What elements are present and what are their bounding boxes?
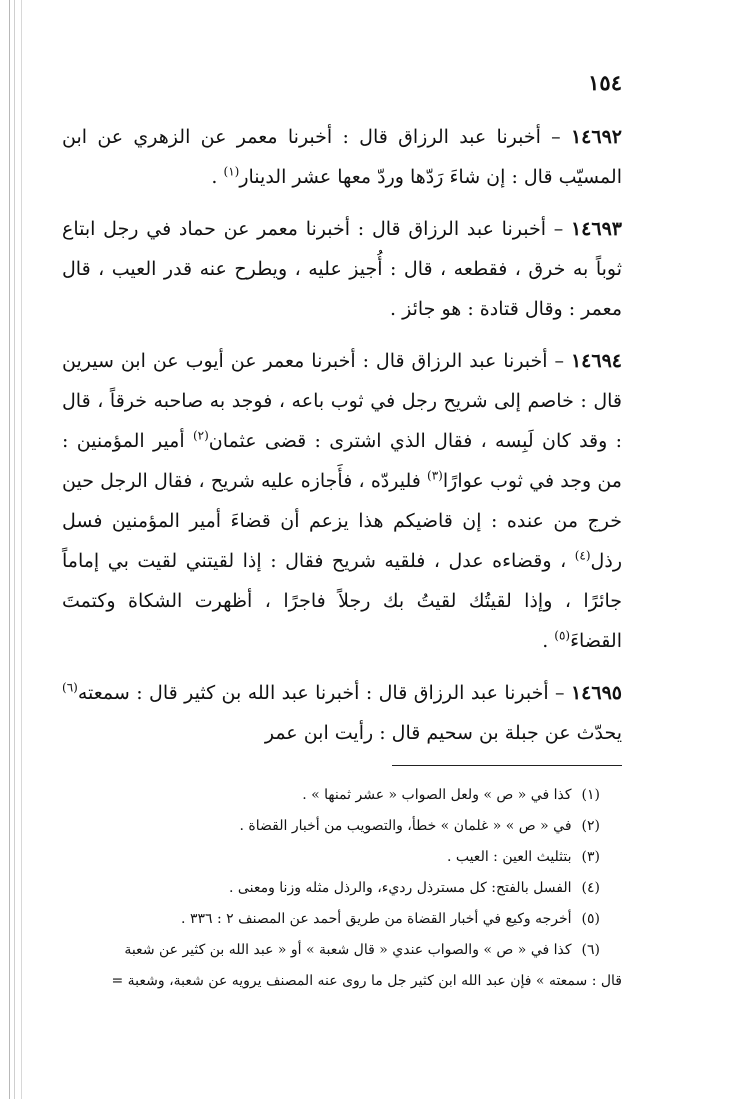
binding-gutter-line [14,0,15,1099]
hadith-text-tail: . [211,166,224,188]
hadith-number: ١٤٦٩٢ [570,126,622,148]
footnote-6-continuation: قال : سمعته » فإن عبد الله ابن كثير جل ما روى عنه المصنف يرويه عن شعبة، وشعبة = [111,973,622,989]
footnote-4 [62,873,622,904]
footnote-marker: (٤) [574,548,591,563]
hadith-text: – أخبرنا عبد الرزاق قال : أخبرنا معمر عن الزهري عن ابن المسيّب قال : إن شاءَ رَدّها وردّ معها عشر الدينار [62,126,622,188]
binding-gutter-line [21,0,22,1099]
hadith-text-tail: يحدّث عن جبلة بن سحيم قال : رأيت ابن عمر [264,722,622,744]
hadith-14692 [62,117,622,197]
footnote-5 [62,904,622,935]
footnotes [62,780,622,997]
footnote-3 [62,842,622,873]
footnote-text: كذا في « ص » والصواب عندي « قال شعبة » أو « عبد الله بن كثير عن شعبة [124,942,572,958]
footnote-number: (٤) [581,880,600,896]
footnote-number: (٢) [581,818,600,834]
hadith-text: – أخبرنا عبد الرزاق قال : أخبرنا عبد الله بن كثير قال : سمعته [77,682,571,704]
footnote-marker: (٥) [554,628,571,643]
footnote-1 [62,780,622,811]
binding-gutter-line [9,0,10,1099]
footnote-text: الفسل بالفتح: كل مسترذل رديء، والرذل مثله وزنا ومعنى . [229,880,572,896]
footnote-text: بتثليث العين : العيب . [446,849,572,865]
hadith-text: – أخبرنا عبد الرزاق قال : أخبرنا معمر عن أيوب عن ابن سيرين قال : خاصم إلى شريح رجل في ثوب باعه ، فوجد به صاحبه خرقاً ، قال : وقد كان لَبِسه ، فقال الذي اشترى : قضى عثمان [62,350,623,452]
hadith-number: ١٤٦٩٤ [570,350,622,372]
hadith-text: أمير المؤمنين : من وجد في ثوب عوارًا [62,430,622,492]
footnote-2 [62,811,622,842]
hadith-text: فليردّه ، فأَجازه عليه شريح ، فقال الرجل حين خرج من عنده : إن قاضيكم هذا يزعم أن قضاءَ أمير المؤمنين فسل رذل [62,470,622,572]
footnote-number: (٥) [581,911,600,927]
hadith-text: – أخبرنا عبد الرزاق قال : أخبرنا معمر عن حماد في رجل ابتاع ثوباً به خرق ، فقطعه ، قال : أُجيز عليه ، ويطرح عنه قدر العيب ، قال معمر : وقال قتادة : هو جائز . [62,218,622,320]
footnote-6 [62,935,622,966]
hadith-14693 [62,209,622,329]
footnote-text: في « ص » « غلمان » خطأ، والتصويب من أخبار القضاة . [239,818,572,834]
page-number: ١٥٤ [588,70,622,95]
book-page [62,70,622,997]
hadith-number: ١٤٦٩٥ [570,682,622,704]
footnote-text: أخرجه وكيع في أخبار القضاة من طريق أحمد عن المصنف ٢ : ٣٣٦ . [181,911,572,927]
hadith-text-tail: . [542,630,555,652]
footnote-text: كذا في « ص » ولعل الصواب « عشر ثمنها » . [302,787,572,803]
footnote-separator [392,765,622,766]
footnote-number: (١) [581,787,600,803]
footnote-marker: (٢) [192,428,209,443]
hadith-text: ، وقضاءه عدل ، فلقيه شريح فقال : إذا لقيتني لقيت بي إماماً جائرًا ، وإذا لقيتُك لقيتُ بك رجلاً فاجرًا ، أظهرت الشكاة وكتمتَ القضاءَ [62,550,622,652]
footnote-marker: (٣) [427,468,443,483]
hadith-14695 [62,673,622,753]
footnote-marker: (٦) [62,680,78,695]
hadith-14694 [62,341,622,661]
footnote-number: (٦) [581,942,600,958]
hadith-number: ١٤٦٩٣ [570,218,622,240]
footnote-marker: (١) [223,164,240,179]
footnote-number: (٣) [581,849,600,865]
